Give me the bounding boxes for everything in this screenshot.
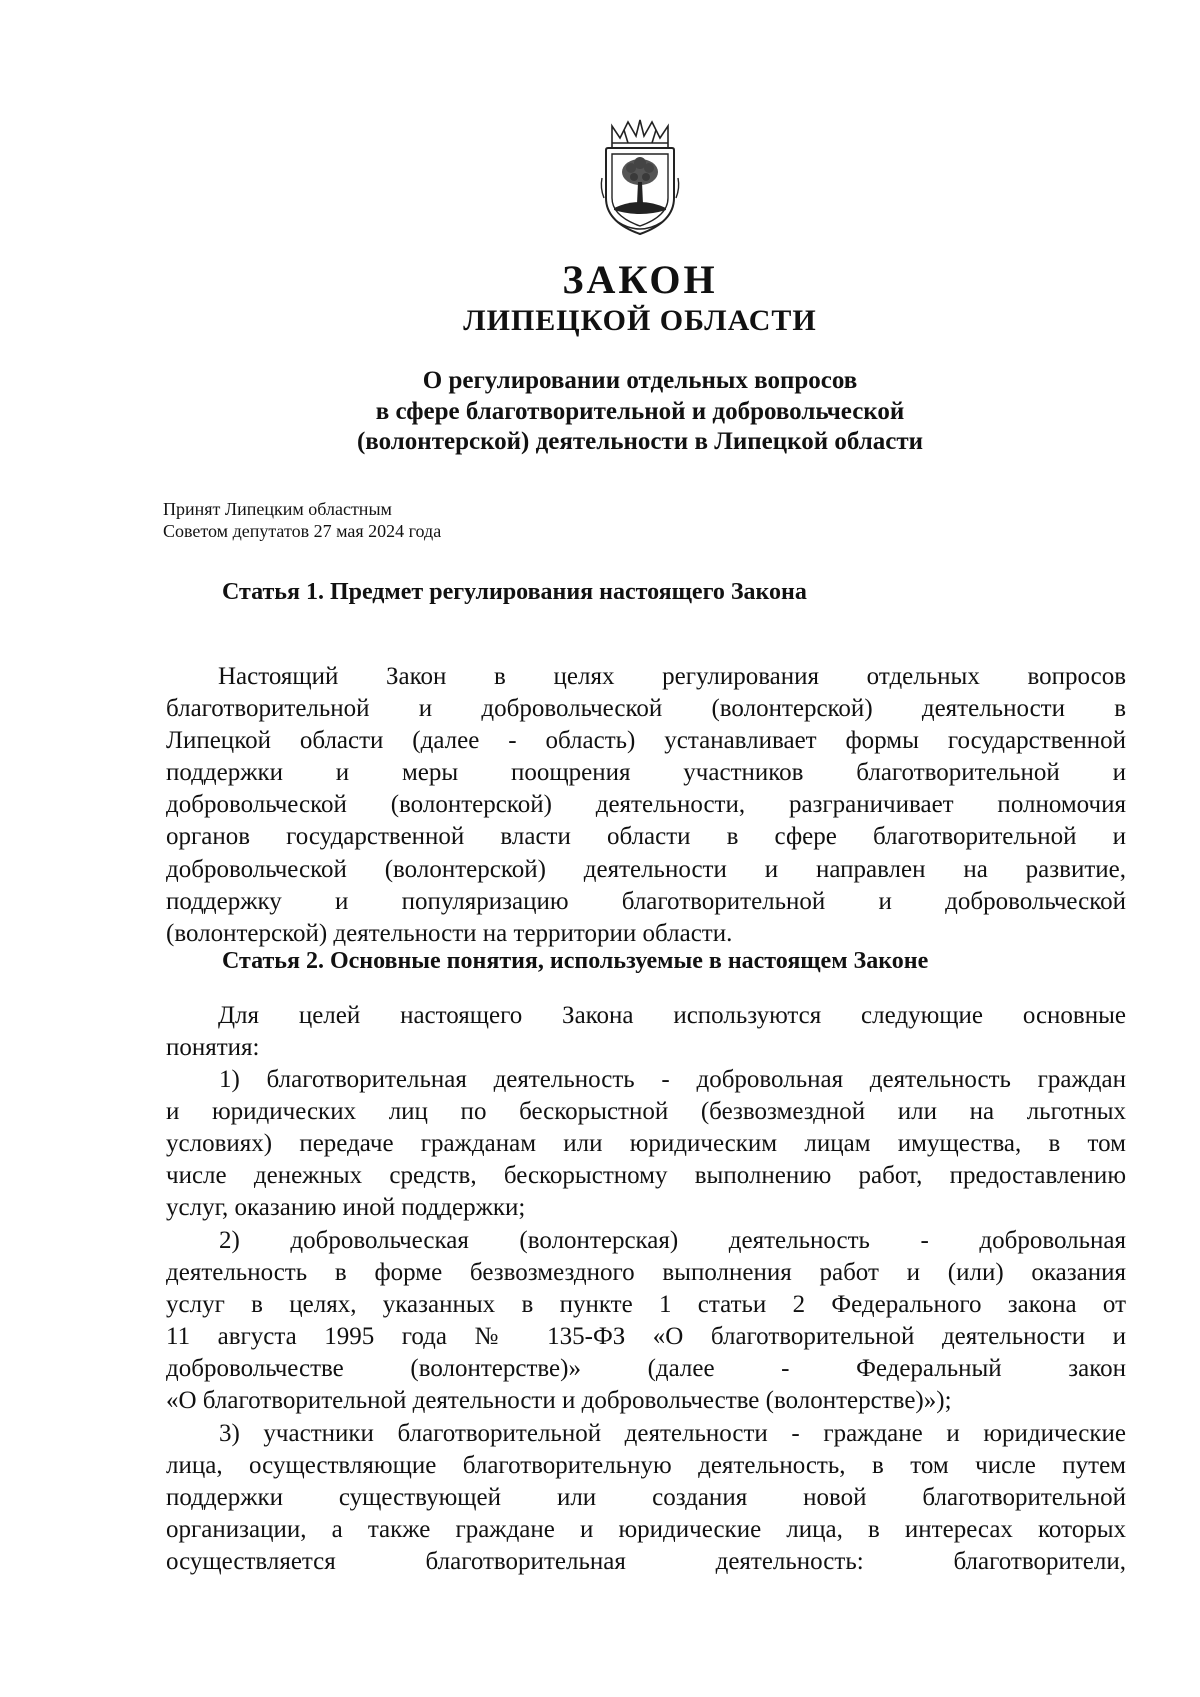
article-2-item-1: [166, 1064, 1126, 1224]
text-line: числе денежных средств, бескорыстному выполнению работ, предоставлению: [166, 1162, 1126, 1190]
law-heading-line: (волонтерской) деятельности в Липецкой области: [356, 428, 924, 455]
article-2-item-2: [166, 1225, 1126, 1418]
article-1-title: Статья 1. Предмет регулирования настоящего Закона: [222, 579, 807, 605]
adoption-note-line: Принят Липецким областным: [163, 499, 392, 519]
text-line: добровольческой (волонтерской) деятельности, разграничивает полномочия: [166, 791, 1126, 819]
adoption-note-line: Советом депутатов 27 мая 2024 года: [163, 521, 442, 541]
text-line: условиях) передаче гражданам или юридическим лицам имущества, в том: [166, 1130, 1126, 1158]
article-2-item-3: [166, 1418, 1126, 1578]
text-line: поддержки существующей или создания новой благотворительной: [166, 1484, 1126, 1512]
text-line: и юридических лиц по бескорыстной (безвозмездной или на льготных: [166, 1098, 1126, 1126]
text-line: Липецкой области (далее - область) устанавливает формы государственной: [166, 727, 1126, 755]
text-line: поддержки и меры поощрения участников благотворительной и: [166, 759, 1126, 787]
law-heading-line: в сфере благотворительной и добровольческой: [375, 397, 905, 425]
text-line: благотворительной и добровольческой (волонтерской) деятельности в: [166, 695, 1126, 723]
text-line: добровольческой (волонтерской) деятельности и направлен на развитие,: [166, 855, 1126, 883]
text-line: добровольчестве (волонтерстве)» (далее - Федеральный закон: [166, 1355, 1126, 1383]
article-1-body: [166, 661, 1126, 950]
text-line: услуг в целях, указанных в пункте 1 статьи 2 Федерального закона от: [166, 1291, 1126, 1319]
text-line: 3) участники благотворительной деятельности - граждане и юридические: [219, 1420, 1126, 1447]
text-line: органов государственной власти области в сфере благотворительной и: [166, 823, 1126, 851]
text-line: лица, осуществляющие благотворительную деятельность, в том числе путем: [166, 1452, 1126, 1480]
text-line: Настоящий Закон в целях регулирования отдельных вопросов: [218, 663, 1126, 690]
text-line: 1) благотворительная деятельность - добровольная деятельность граждан: [219, 1066, 1126, 1093]
law-heading-line: О регулировании отдельных вопросов: [422, 367, 858, 394]
law-region-title: ЛИПЕЦКОЙ ОБЛАСТИ: [463, 304, 817, 337]
law-heading: [0, 366, 1200, 458]
text-line: осуществляется благотворительная деятельность: благотворители,: [166, 1548, 1126, 1576]
text-line: 11 августа 1995 года № 135-ФЗ «О благотворительной деятельности и: [166, 1323, 1126, 1351]
text-line: поддержку и популяризацию благотворительной и добровольческой: [166, 887, 1126, 915]
article-2-intro: [166, 1000, 1126, 1064]
text-line: 2) добровольческая (волонтерская) деятельность - добровольная: [219, 1227, 1126, 1254]
article-2-title: Статья 2. Основные понятия, используемые в настоящем Законе: [222, 948, 929, 974]
text-line: понятия:: [166, 1034, 260, 1062]
law-title: ЗАКОН: [562, 257, 718, 302]
text-line: организации, а также граждане и юридические лица, в интересах которых: [166, 1516, 1126, 1544]
text-line: (волонтерской) деятельности на территории области.: [166, 919, 733, 947]
text-line: услуг, оказанию иной поддержки;: [166, 1194, 526, 1222]
text-line: Для целей настоящего Закона используются следующие основные: [218, 1002, 1126, 1029]
text-line: деятельность в форме безвозмездного выполнения работ и (или) оказания: [166, 1259, 1126, 1287]
adoption-note: [163, 498, 441, 542]
text-line: «О благотворительной деятельности и добровольчестве (волонтерстве)»);: [166, 1387, 952, 1415]
lipetsk-coat-of-arms-emblem: [598, 118, 682, 238]
